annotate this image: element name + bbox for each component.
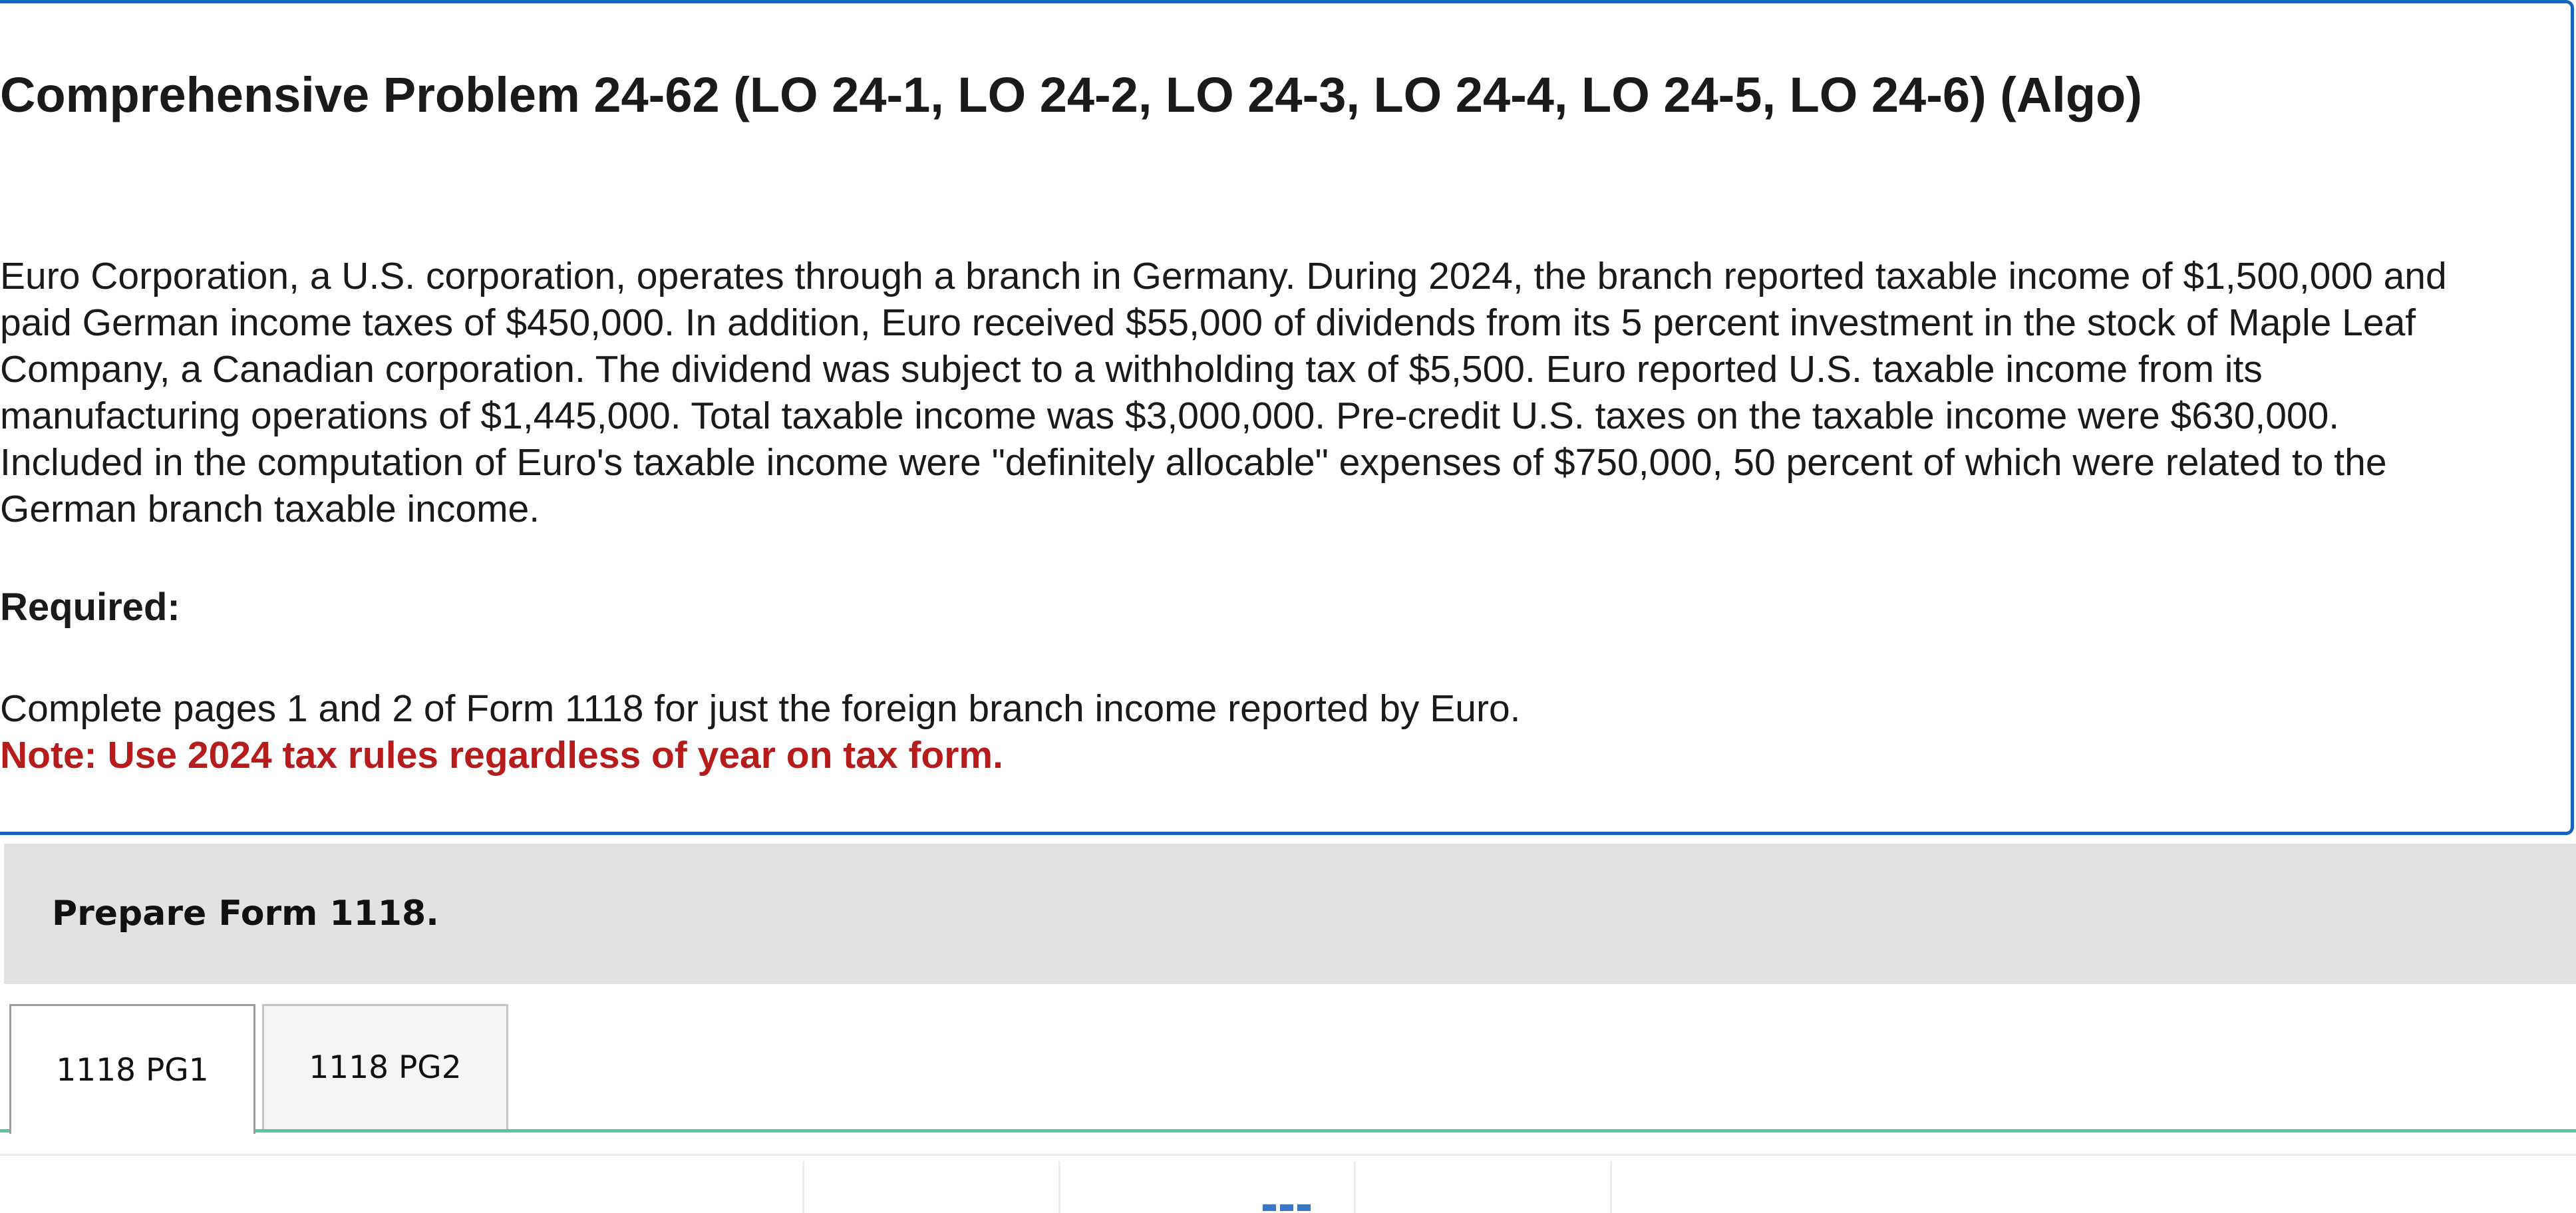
required-label: Required: xyxy=(0,586,180,629)
form-content-divider xyxy=(0,1154,2576,1156)
column-divider xyxy=(1354,1161,1356,1213)
column-divider xyxy=(1610,1161,1612,1213)
form-tab-strip xyxy=(0,1001,2576,1134)
tab-underline xyxy=(0,1129,2576,1132)
instruction-text: Complete pages 1 and 2 of Form 1118 for just the foreign branch income reported by Euro. xyxy=(0,687,1521,730)
column-divider xyxy=(802,1161,804,1213)
prepare-form-label: Prepare Form 1118. xyxy=(52,894,439,934)
problem-description: Euro Corporation, a U.S. corporation, operates through a branch in Germany. During 2024, the branch reported taxable income of $1,500,000 and paid German income taxes of $450,000. In addition, Euro received $55,000 of dividends from its 5 percent investment in the stock of Maple Leaf Company, a Canadian corporation. The dividend was subject to a withholding tax of $5,500. Euro reported U.S. taxable income from its manufacturing operations of $1,445,000. Total taxable income was $3,000,000. Pre-credit U.S. taxes on the taxable income were $630,000. Included in the computation of Euro's taxable income were "definitely allocable" expenses of $750,000, 50 percent of which were related to the German branch taxable income. xyxy=(0,255,2447,530)
tab-1118-pg1[interactable]: 1118 PG1 xyxy=(9,1004,255,1134)
column-divider xyxy=(1058,1161,1060,1213)
tab-1118-pg2[interactable]: 1118 PG2 xyxy=(262,1004,508,1129)
tax-rules-note: Note: Use 2024 tax rules regardless of year on tax form. xyxy=(0,734,1003,777)
drag-handle-icon[interactable] xyxy=(1263,1204,1311,1211)
prepare-form-header xyxy=(4,844,2576,984)
page-title: Comprehensive Problem 24-62 (LO 24-1, LO 24-2, LO 24-3, LO 24-4, LO 24-5, LO 24-6) (Algo) xyxy=(0,67,2142,122)
